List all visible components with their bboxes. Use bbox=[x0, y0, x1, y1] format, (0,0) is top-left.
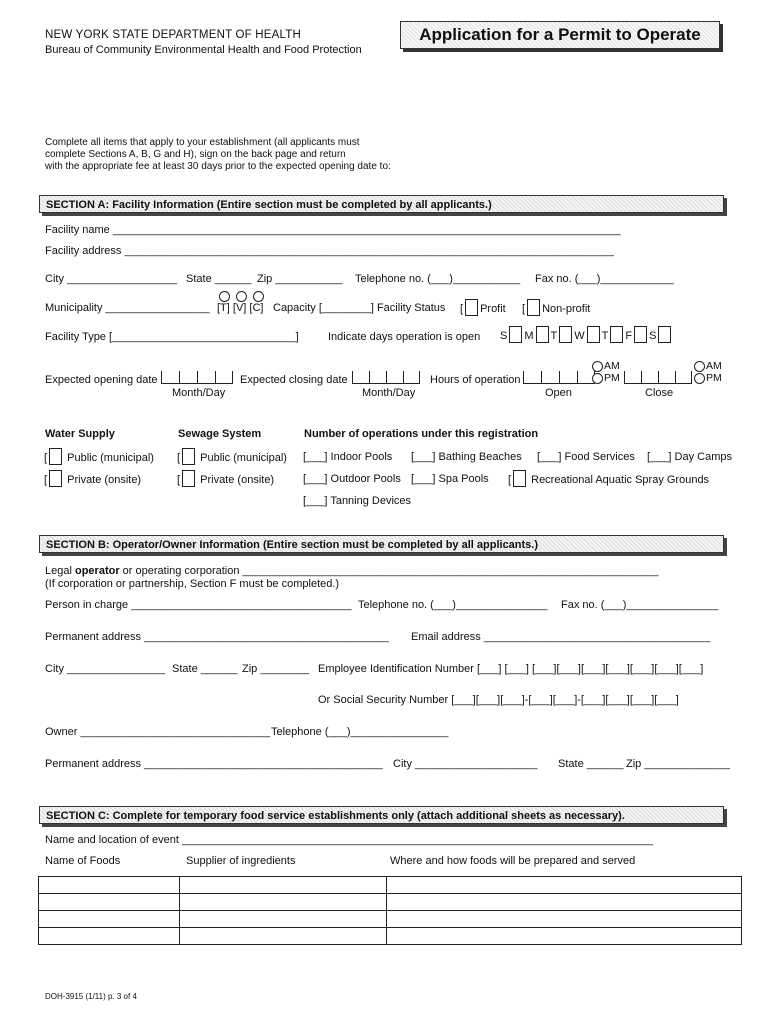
owner-city-field[interactable]: City ____________________ bbox=[393, 758, 538, 770]
state-field[interactable]: State ______ bbox=[186, 273, 252, 285]
day-checkbox[interactable] bbox=[658, 326, 671, 343]
table-cell[interactable] bbox=[180, 928, 387, 945]
operator-zip-field[interactable]: Zip ________ bbox=[242, 663, 310, 675]
instructions-line: complete Sections A, B, G and H), sign on the back page and return bbox=[45, 149, 346, 160]
ssn-field[interactable]: Or Social Security Number [___][___][___]-[___][___]-[___][___][___][___] bbox=[318, 694, 679, 706]
indoor-pools-field[interactable]: [___] Indoor Pools bbox=[303, 451, 393, 463]
supplier-column-header: Supplier of ingredients bbox=[186, 855, 296, 867]
telephone-field[interactable]: Telephone no. (___)___________ bbox=[355, 273, 521, 285]
facility-address-field[interactable]: Facility address ________________________________________________________________________________ bbox=[45, 245, 614, 257]
profit-option[interactable]: [ Profit bbox=[460, 299, 506, 316]
profit-label: Profit bbox=[480, 303, 506, 315]
table-cell[interactable] bbox=[387, 911, 742, 928]
bureau-name: Bureau of Community Environmental Health and Food Protection bbox=[45, 44, 362, 56]
zip-field[interactable]: Zip ___________ bbox=[257, 273, 343, 285]
day-checkbox[interactable] bbox=[634, 326, 647, 343]
spray-grounds-option[interactable]: [ Recreational Aquatic Spray Grounds bbox=[508, 470, 709, 487]
open-pm-radio[interactable] bbox=[592, 373, 603, 384]
preparation-column-header: Where and how foods will be prepared and served bbox=[390, 855, 636, 867]
day-checkbox[interactable] bbox=[536, 326, 549, 343]
tanning-field[interactable]: [___] Tanning Devices bbox=[303, 495, 412, 507]
day-label: T bbox=[601, 330, 609, 342]
table-cell[interactable] bbox=[39, 894, 180, 911]
sewage-public-option[interactable]: [ Public (municipal) bbox=[177, 448, 287, 465]
day-label: S bbox=[500, 330, 508, 342]
municipality-type: [T] [V] [C] bbox=[217, 302, 264, 314]
profit-checkbox[interactable] bbox=[465, 299, 478, 316]
ein-field[interactable]: Employee Identification Number [___] [___] [___][___][___][___][___][___][___] bbox=[318, 663, 704, 675]
table-row bbox=[39, 928, 742, 945]
owner-state-field[interactable]: State ______ bbox=[558, 758, 624, 770]
legal-operator-suffix: or operating corporation ____________________________________________________________________ bbox=[119, 565, 659, 577]
day-label: F bbox=[625, 330, 633, 342]
water-private-option[interactable]: [ Private (onsite) bbox=[44, 470, 141, 487]
close-am-label: AM bbox=[706, 360, 722, 372]
bathing-beaches-field[interactable]: [___] Bathing Beaches bbox=[411, 451, 522, 463]
day-checkbox[interactable] bbox=[509, 326, 522, 343]
section-c-heading: SECTION C: Complete for temporary food service establishments only (attach additional sheets as necessary). bbox=[39, 806, 724, 824]
spray-grounds-checkbox[interactable] bbox=[513, 470, 526, 487]
spa-pools-field[interactable]: [___] Spa Pools bbox=[411, 473, 489, 485]
water-public-checkbox[interactable] bbox=[49, 448, 62, 465]
corporation-note: (If corporation or partnership, Section F must be completed.) bbox=[45, 578, 340, 590]
table-cell[interactable] bbox=[39, 928, 180, 945]
sewage-private-label: Private (onsite) bbox=[200, 474, 275, 486]
outdoor-pools-field[interactable]: [___] Outdoor Pools bbox=[303, 473, 401, 485]
instructions-line: with the appropriate fee at least 30 days prior to the expected opening date to: bbox=[45, 161, 391, 172]
section-b-heading: SECTION B: Operator/Owner Information (Entire section must be completed by all applicants.) bbox=[39, 535, 724, 553]
sewage-heading: Sewage System bbox=[178, 428, 262, 440]
event-field[interactable]: Name and location of event _____________________________________________________________________________ bbox=[45, 834, 654, 846]
opening-date-label: Expected opening date bbox=[45, 374, 158, 386]
day-label: T bbox=[550, 330, 558, 342]
closing-date-input[interactable] bbox=[352, 370, 420, 384]
table-row bbox=[39, 911, 742, 928]
legal-operator-emphasis: operator bbox=[74, 565, 120, 577]
operator-permanent-address-field[interactable]: Permanent address ________________________________________ bbox=[45, 631, 389, 643]
opening-date-input[interactable] bbox=[161, 370, 233, 384]
food-services-field[interactable]: [___] Food Services bbox=[537, 451, 635, 463]
day-checkbox[interactable] bbox=[610, 326, 623, 343]
city-field[interactable]: City __________________ bbox=[45, 273, 178, 285]
legal-operator-field[interactable] bbox=[45, 565, 659, 577]
day-checkbox[interactable] bbox=[587, 326, 600, 343]
foods-column-header: Name of Foods bbox=[45, 855, 121, 867]
fax-field[interactable]: Fax no. (___)____________ bbox=[535, 273, 674, 285]
day-camps-field[interactable]: [___] Day Camps bbox=[647, 451, 732, 463]
village-radio[interactable] bbox=[236, 291, 247, 302]
operations-heading: Number of operations under this registration bbox=[304, 428, 539, 440]
instructions bbox=[45, 137, 445, 173]
close-am-radio[interactable] bbox=[694, 361, 705, 372]
capacity-field[interactable]: Capacity [________] Facility Status bbox=[273, 302, 446, 314]
water-private-label: Private (onsite) bbox=[67, 474, 142, 486]
nonprofit-option[interactable]: [ Non-profit bbox=[522, 299, 590, 316]
sewage-private-option[interactable]: [ Private (onsite) bbox=[177, 470, 274, 487]
agency-name: NEW YORK STATE DEPARTMENT OF HEALTH bbox=[45, 29, 301, 41]
owner-permanent-address-field[interactable]: Permanent address _______________________________________ bbox=[45, 758, 383, 770]
operator-city-field[interactable]: City ________________ bbox=[45, 663, 165, 675]
owner-field[interactable]: Owner _______________________________ bbox=[45, 726, 271, 738]
operator-fax-field[interactable]: Fax no. (___)_______________ bbox=[561, 599, 719, 611]
day-checkbox[interactable] bbox=[559, 326, 572, 343]
instructions-line: Complete all items that apply to your establishment (all applicants must bbox=[45, 137, 360, 148]
day-label: W bbox=[574, 330, 585, 342]
sewage-private-checkbox[interactable] bbox=[182, 470, 195, 487]
table-cell[interactable] bbox=[39, 877, 180, 894]
municipality-field[interactable]: Municipality _________________ bbox=[45, 302, 210, 314]
section-a-heading: SECTION A: Facility Information (Entire section must be completed by all applicants.) bbox=[39, 195, 724, 213]
person-in-charge-field[interactable]: Person in charge ____________________________________ bbox=[45, 599, 352, 611]
sewage-public-checkbox[interactable] bbox=[182, 448, 195, 465]
water-public-label: Public (municipal) bbox=[67, 452, 154, 464]
days-open-label: Indicate days operation is open bbox=[328, 331, 481, 343]
close-pm-label: PM bbox=[706, 372, 722, 384]
closing-date-label: Expected closing date bbox=[240, 374, 348, 386]
hours-label: Hours of operation bbox=[430, 374, 521, 386]
table-cell[interactable] bbox=[387, 894, 742, 911]
form-title: Application for a Permit to Operate bbox=[400, 21, 720, 49]
open-pm-label: PM bbox=[604, 372, 620, 384]
foods-table bbox=[38, 876, 742, 945]
city-radio[interactable] bbox=[253, 291, 264, 302]
table-cell[interactable] bbox=[387, 877, 742, 894]
close-pm-radio[interactable] bbox=[694, 373, 705, 384]
day-label: S bbox=[649, 330, 657, 342]
close-label: Close bbox=[645, 387, 674, 399]
water-public-option[interactable]: [ Public (municipal) bbox=[44, 448, 154, 465]
legal-operator-prefix: Legal bbox=[45, 565, 75, 577]
table-cell[interactable] bbox=[180, 894, 387, 911]
days-open-group[interactable] bbox=[500, 326, 673, 343]
table-row bbox=[39, 877, 742, 894]
open-am-label: AM bbox=[604, 360, 620, 372]
day-label: M bbox=[524, 330, 534, 342]
open-label: Open bbox=[545, 387, 572, 399]
closing-monthday: Month/Day bbox=[362, 387, 416, 399]
open-am-radio[interactable] bbox=[592, 361, 603, 372]
owner-zip-field[interactable]: Zip ______________ bbox=[626, 758, 730, 770]
sewage-public-label: Public (municipal) bbox=[200, 452, 287, 464]
facility-name-field[interactable]: Facility name ___________________________________________________________________________________ bbox=[45, 224, 621, 236]
open-time-input[interactable] bbox=[523, 370, 595, 384]
nonprofit-checkbox[interactable] bbox=[527, 299, 540, 316]
nonprofit-label: Non-profit bbox=[542, 303, 591, 315]
table-cell[interactable] bbox=[39, 911, 180, 928]
owner-telephone-field[interactable]: Telephone (___)________________ bbox=[271, 726, 449, 738]
town-radio[interactable] bbox=[219, 291, 230, 302]
email-field[interactable]: Email address _____________________________________ bbox=[411, 631, 711, 643]
operator-telephone-field[interactable]: Telephone no. (___)_______________ bbox=[358, 599, 548, 611]
table-cell[interactable] bbox=[180, 877, 387, 894]
spray-grounds-label: Recreational Aquatic Spray Grounds bbox=[531, 474, 710, 486]
opening-monthday: Month/Day bbox=[172, 387, 226, 399]
water-private-checkbox[interactable] bbox=[49, 470, 62, 487]
form-number: DOH-3915 (1/11) p. 3 of 4 bbox=[45, 992, 137, 1001]
water-supply-heading: Water Supply bbox=[45, 428, 115, 440]
table-cell[interactable] bbox=[387, 928, 742, 945]
table-cell[interactable] bbox=[180, 911, 387, 928]
table-row bbox=[39, 894, 742, 911]
close-time-input[interactable] bbox=[624, 370, 692, 384]
facility-type-field[interactable]: Facility Type [______________________________] bbox=[45, 331, 299, 343]
operator-state-field[interactable]: State ______ bbox=[172, 663, 238, 675]
